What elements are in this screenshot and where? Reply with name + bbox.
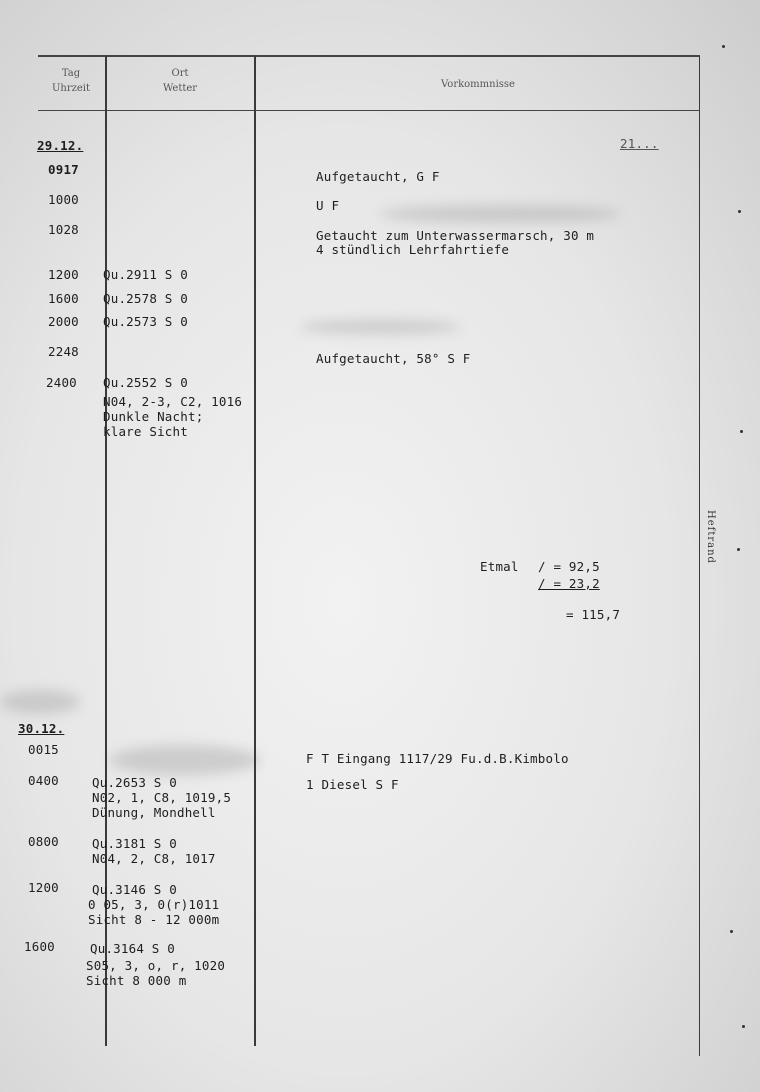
ort-cell-line3: Dunkle Nacht; (103, 409, 204, 424)
ort-cell-line2: S05, 3, o, r, 1020 (86, 958, 226, 973)
margin-label: Heftrand (705, 510, 716, 564)
event-cell: F T Eingang 1117/29 Fu.d.B.Kimbolo (306, 751, 569, 766)
header-uhrzeit: Uhrzeit (51, 83, 91, 94)
etmal-label: Etmal (480, 559, 519, 574)
ort-cell: Qu.2911 S 0 (103, 267, 188, 282)
etmal-line1: / = 92,5 (538, 559, 600, 574)
ort-cell: Qu.2578 S 0 (103, 291, 188, 306)
time-cell: 0015 (28, 742, 59, 757)
event-cell: Getaucht zum Unterwassermarsch, 30 m (316, 228, 595, 243)
etmal-line2: / = 23,2 (538, 576, 600, 591)
time-cell: 1000 (48, 192, 79, 207)
header-ort-wetter (106, 66, 254, 96)
event-cell: U F (316, 198, 340, 213)
ort-cell-line2: N04, 2-3, C2, 1016 (103, 394, 243, 409)
header-top-rule (38, 55, 700, 57)
header-wetter: Wetter (162, 83, 198, 94)
smudge (110, 745, 260, 775)
ort-cell-line4: klare Sicht (103, 424, 188, 439)
speck (730, 930, 733, 933)
ort-cell-line3: Sicht 8 000 m (86, 973, 187, 988)
column-divider-3 (699, 56, 700, 1056)
ort-cell: Qu.2552 S 0 (103, 375, 188, 390)
date-day2: 30.12. (18, 721, 65, 736)
ort-cell: Qu.3164 S 0 (90, 941, 175, 956)
header-tag: Tag (61, 68, 81, 79)
ort-cell-line3: Dünung, Mondhell (92, 805, 216, 820)
header-ort: Ort (171, 68, 189, 79)
header-vorkommnisse: Vorkommnisse (441, 79, 515, 90)
time-cell: 0917 (48, 162, 79, 177)
ort-cell: Qu.3181 S 0 (92, 836, 177, 851)
ort-cell-line2: N02, 1, C8, 1019,5 (92, 790, 232, 805)
event-cell: Aufgetaucht, G F (316, 169, 440, 184)
ort-cell: Qu.2653 S 0 (92, 775, 177, 790)
ort-cell-line3: Sicht 8 - 12 000m (88, 912, 220, 927)
speck (738, 210, 741, 213)
time-cell: 1200 (48, 267, 79, 282)
time-cell: 0800 (28, 834, 59, 849)
time-cell: 2248 (48, 344, 79, 359)
ort-cell-line2: N04, 2, C8, 1017 (92, 851, 216, 866)
date-day1: 29.12. (37, 138, 84, 153)
header-bottom-rule (38, 110, 700, 111)
page-mark: 21... (620, 136, 659, 151)
ort-cell: Qu.3146 S 0 (92, 882, 177, 897)
speck (737, 548, 740, 551)
time-cell: 1600 (24, 939, 55, 954)
time-cell: 2400 (46, 375, 77, 390)
column-divider-2 (254, 56, 256, 1046)
time-cell: 1600 (48, 291, 79, 306)
ort-cell-line2: 0 05, 3, 0(r)1011 (88, 897, 220, 912)
smudge (0, 690, 80, 714)
time-cell: 1200 (28, 880, 59, 895)
etmal-total: = 115,7 (566, 607, 621, 622)
event-cell: Aufgetaucht, 58° S F (316, 351, 471, 366)
speck (742, 1025, 745, 1028)
smudge (300, 320, 460, 334)
speck (740, 430, 743, 433)
event-cell-line2: 4 stündlich Lehrfahrtiefe (316, 242, 510, 257)
header-tag-uhrzeit (38, 66, 104, 96)
event-cell: 1 Diesel S F (306, 777, 399, 792)
time-cell: 2000 (48, 314, 79, 329)
time-cell: 1028 (48, 222, 79, 237)
ort-cell: Qu.2573 S 0 (103, 314, 188, 329)
smudge (380, 205, 620, 223)
speck (722, 45, 725, 48)
time-cell: 0400 (28, 773, 59, 788)
